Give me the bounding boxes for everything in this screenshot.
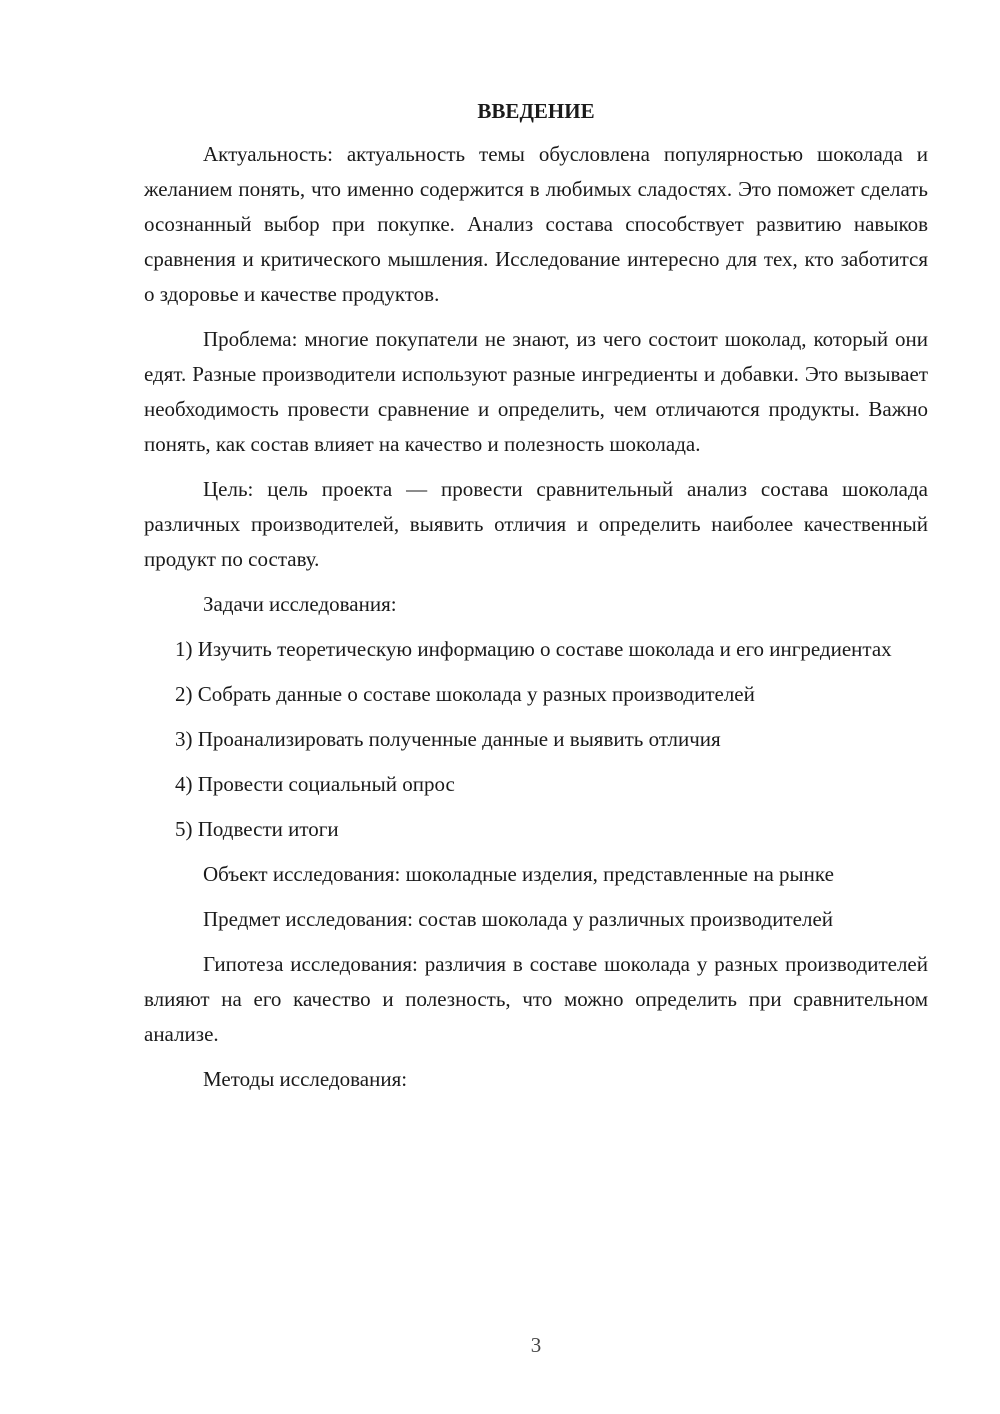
paragraph-subject: Предмет исследования: состав шоколада у различных производителей [203,907,834,931]
paragraph-problem: Проблема: многие покупатели не знают, из чего состоит шоколад, который они едят. Разные производители используют разные ингредиенты и добавки. Это вызывает необходимость провести сравнение и определить, чем отличаются продукты. Важно понять, как состав влияет на качество и полезность шоколада. [144,327,928,456]
paragraph-hypothesis: Гипотеза исследования: различия в составе шоколада у разных производителей влияют на его качество и полезность, что можно определить при сравнительном анализе. [144,952,928,1046]
paragraph-relevance: Актуальность: актуальность темы обусловлена популярностью шоколада и желанием понять, что именно содержится в любимых сладостях. Это поможет сделать осознанный выбор при покупке. Анализ состава способствует развитию навыков сравнения и критического мышления. Исследование интересно для тех, кто заботится о здоровье и качестве продуктов. [144,142,928,306]
task-item: 4) Провести социальный опрос [175,772,455,796]
tasks-heading: Задачи исследования: [203,592,397,616]
task-item: 3) Проанализировать полученные данные и выявить отличия [175,727,721,751]
page-number: 3 [530,1333,542,1357]
paragraph-goal: Цель: цель проекта — провести сравнительный анализ состава шоколада различных производителей, выявить отличия и определить наиболее качественный продукт по составу. [144,477,928,571]
methods-heading: Методы исследования: [203,1067,408,1091]
document-page [144,94,928,1107]
task-item: 1) Изучить теоретическую информацию о составе шоколада и его ингредиентах [175,637,892,661]
task-item: 5) Подвести итоги [175,817,339,841]
section-title: ВВЕДЕНИЕ [477,99,595,123]
task-item: 2) Собрать данные о составе шоколада у разных производителей [175,682,755,706]
paragraph-object: Объект исследования: шоколадные изделия, представленные на рынке [203,862,834,886]
